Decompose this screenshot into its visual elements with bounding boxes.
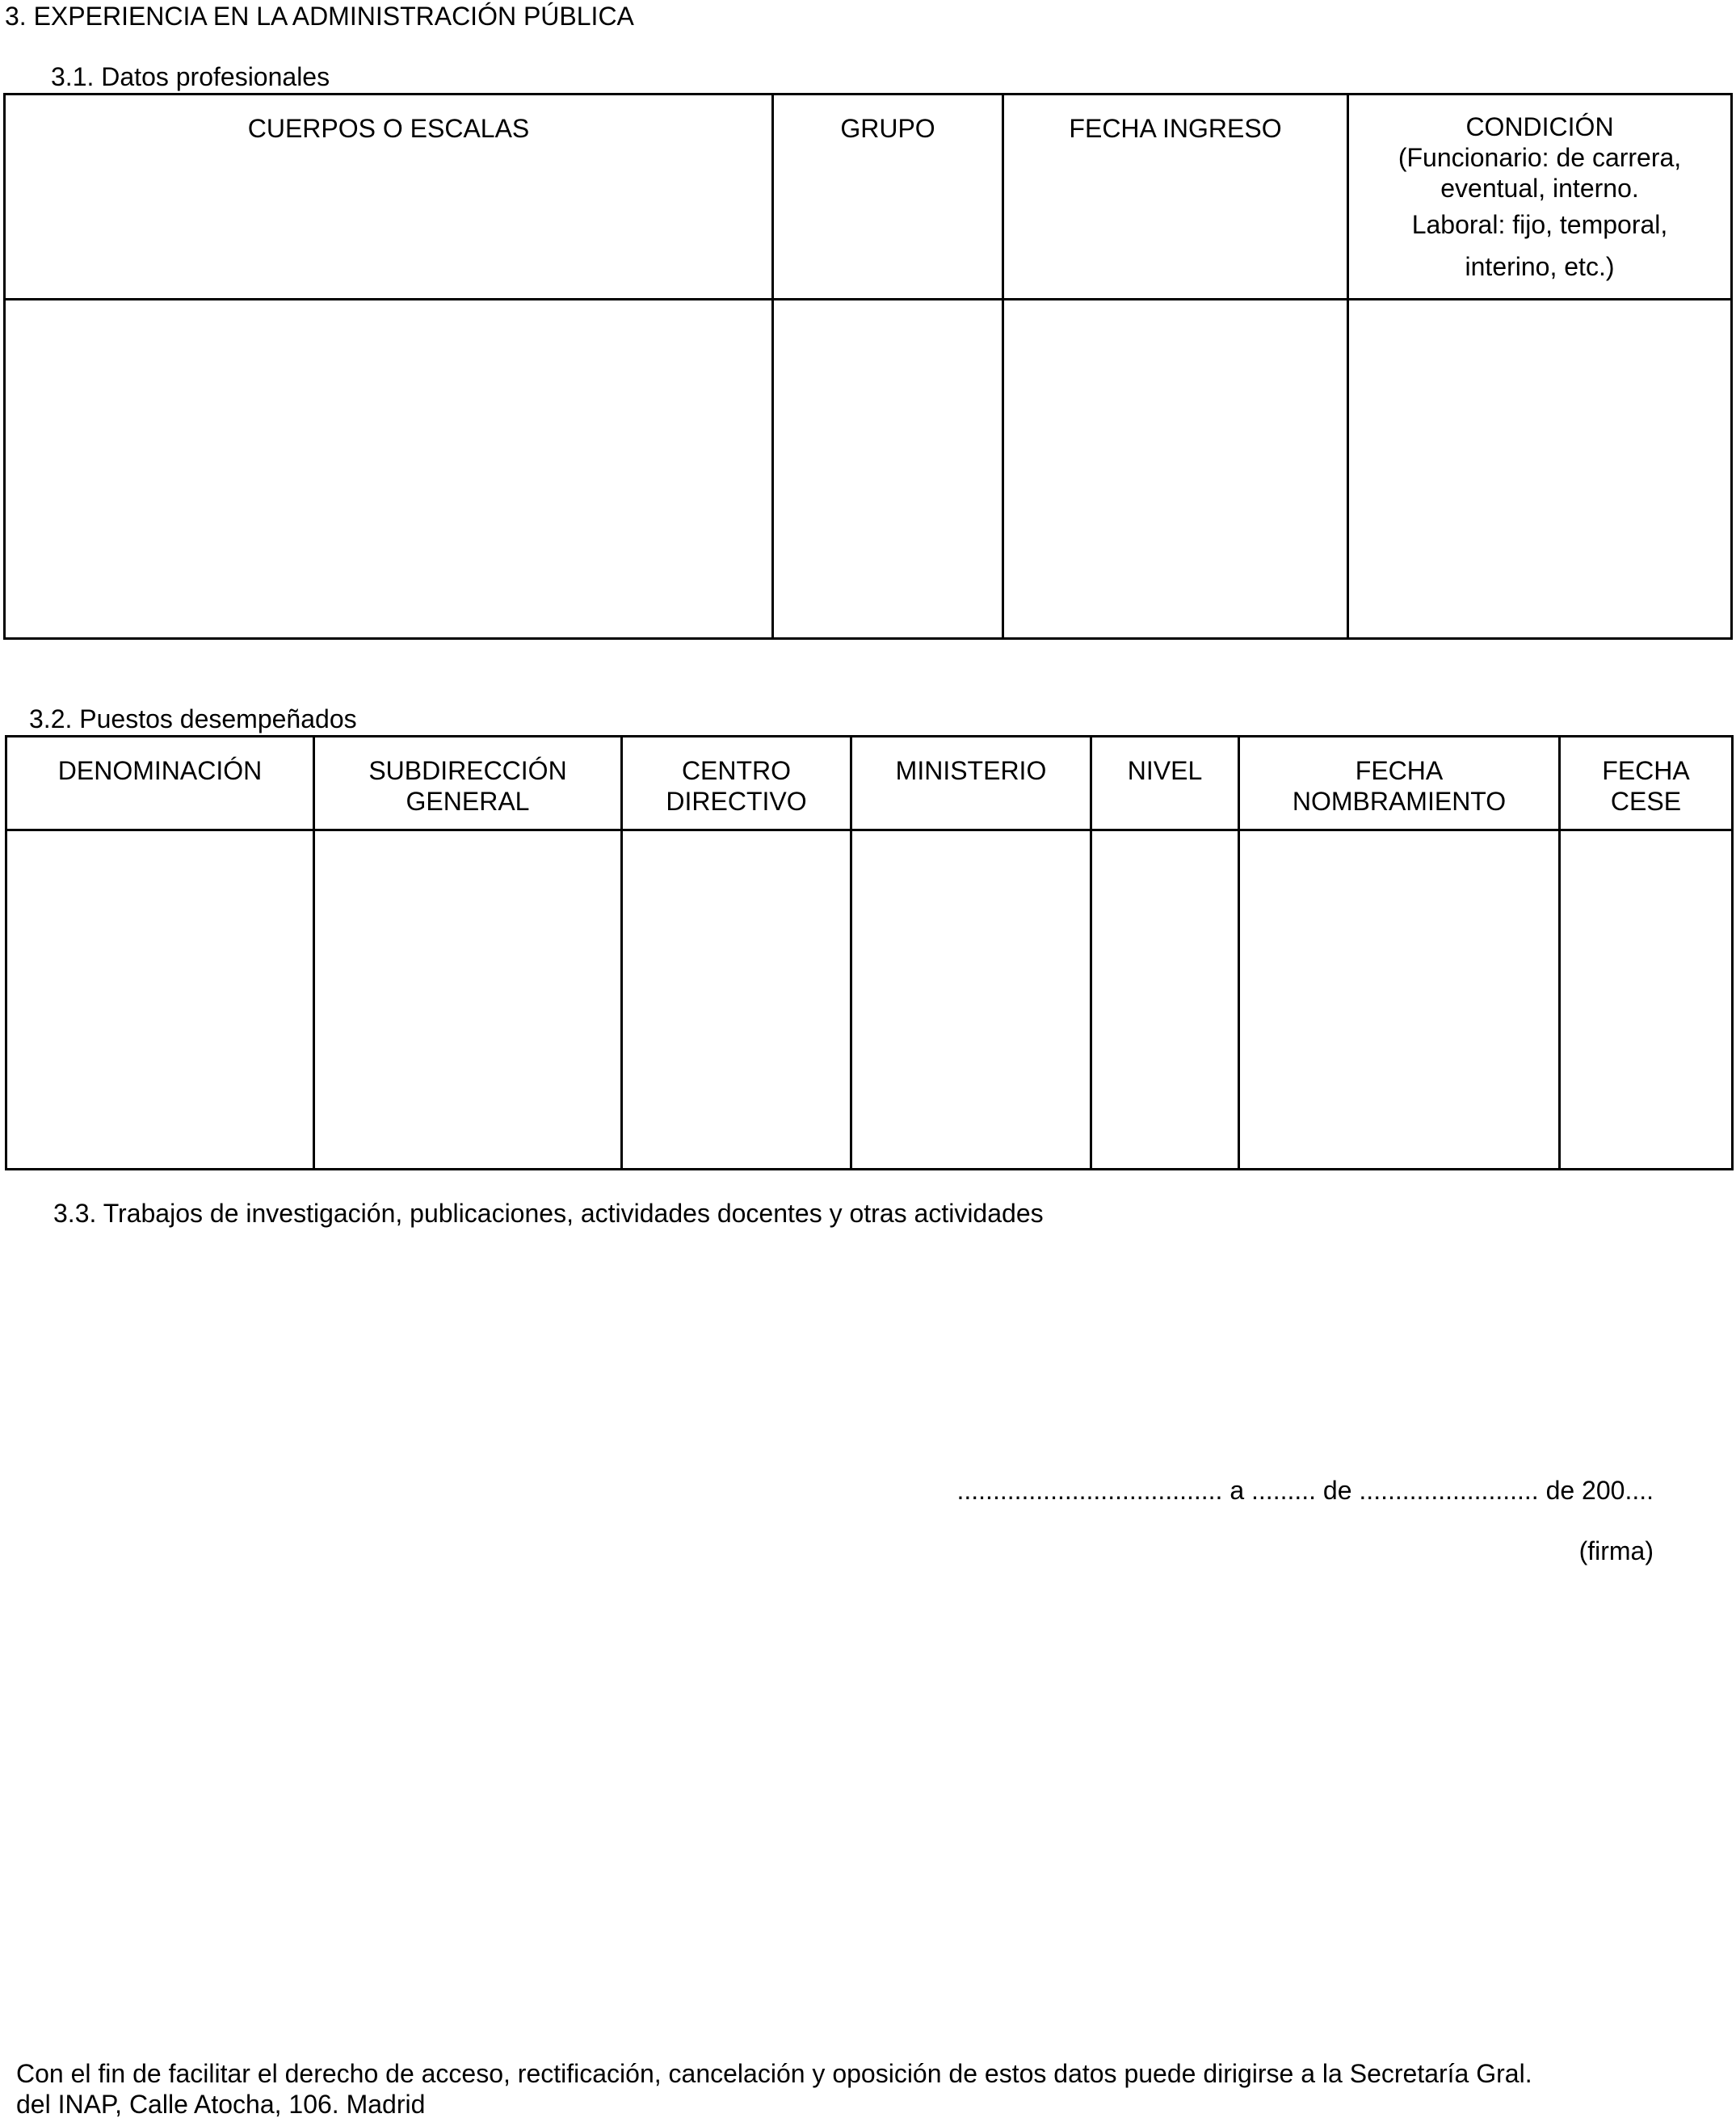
header-nivel-label: NIVEL xyxy=(1127,756,1203,785)
section-title: 3. EXPERIENCIA EN LA ADMINISTRACIÓN PÚBLICA xyxy=(5,2,634,31)
header-condicion-label: CONDICIÓN xyxy=(1465,112,1614,141)
header-fecha-nombramiento-label: FECHA xyxy=(1355,756,1444,785)
header-ministerio-label: MINISTERIO xyxy=(895,756,1047,785)
header-fecha-cese-label: FECHA xyxy=(1602,756,1690,785)
footer-line: Con el fin de facilitar el derecho de acceso, rectificación, cancelación y oposición de estos datos puede dirigirse a la Secretaría Gral. xyxy=(16,2059,1532,2088)
fecha-ingreso-cell[interactable] xyxy=(1003,300,1348,639)
puestos-title: 3.2. Puestos desempeñados xyxy=(29,704,357,733)
header-condicion-detail: eventual, interno. xyxy=(1440,174,1639,203)
nivel-cell[interactable] xyxy=(1091,830,1239,1170)
signature-date-line[interactable]: ..................................... a ......... de ......................... de 200.... xyxy=(956,1476,1654,1505)
header-centro-label: CENTRO xyxy=(681,756,792,785)
puestos-table xyxy=(5,735,1734,1170)
condicion-cell[interactable] xyxy=(1348,300,1732,639)
header-subdireccion-label: SUBDIRECCIÓN xyxy=(368,756,567,785)
header-fecha-ingreso-label: FECHA INGRESO xyxy=(1069,114,1282,143)
header-nivel xyxy=(1091,737,1239,830)
denominacion-cell[interactable] xyxy=(6,830,314,1170)
header-condicion-detail: Laboral: fijo, temporal, xyxy=(1411,210,1668,239)
header-grupo-label: GRUPO xyxy=(840,114,935,143)
header-fecha-cese-label: CESE xyxy=(1610,787,1682,816)
puestos-fill-row xyxy=(6,830,1733,1170)
header-grupo xyxy=(773,95,1003,300)
fecha-nombramiento-cell[interactable] xyxy=(1239,830,1560,1170)
footer-line: del INAP, Calle Atocha, 106. Madrid xyxy=(16,2090,426,2119)
cuerpos-escalas-cell[interactable] xyxy=(5,300,773,639)
header-subdireccion-label: GENERAL xyxy=(406,787,530,816)
grupo-cell[interactable] xyxy=(773,300,1003,639)
puestos-header-row xyxy=(6,737,1733,830)
header-centro-label: DIRECTIVO xyxy=(666,787,807,816)
header-fecha-nombramiento xyxy=(1239,737,1560,830)
header-cuerpos-escalas-label: CUERPOS O ESCALAS xyxy=(247,114,530,143)
trabajos-title: 3.3. Trabajos de investigación, publicaciones, actividades docentes y otras actividades xyxy=(53,1199,1044,1228)
footer-notice xyxy=(16,2058,1532,2120)
header-fecha-cese xyxy=(1560,737,1733,830)
header-denominacion xyxy=(6,737,314,830)
centro-directivo-cell[interactable] xyxy=(622,830,851,1170)
subdireccion-general-cell[interactable] xyxy=(314,830,622,1170)
datos-profesionales-header-row xyxy=(5,95,1732,300)
header-subdireccion-general xyxy=(314,737,622,830)
header-denominacion-label: DENOMINACIÓN xyxy=(57,756,263,785)
header-cuerpos-escalas xyxy=(5,95,773,300)
header-fecha-ingreso xyxy=(1003,95,1348,300)
header-condicion-detail: (Funcionario: de carrera, xyxy=(1398,143,1682,172)
datos-profesionales-table xyxy=(3,93,1733,640)
header-ministerio xyxy=(851,737,1091,830)
header-fecha-nombramiento-label: NOMBRAMIENTO xyxy=(1292,787,1507,816)
datos-profesionales-fill-row xyxy=(5,300,1732,639)
signature-label: (firma) xyxy=(1578,1536,1654,1565)
header-condicion-detail: interino, etc.) xyxy=(1465,252,1615,281)
ministerio-cell[interactable] xyxy=(851,830,1091,1170)
header-centro-directivo xyxy=(622,737,851,830)
fecha-cese-cell[interactable] xyxy=(1560,830,1733,1170)
datos-profesionales-title: 3.1. Datos profesionales xyxy=(51,62,330,91)
header-condicion xyxy=(1348,95,1732,300)
